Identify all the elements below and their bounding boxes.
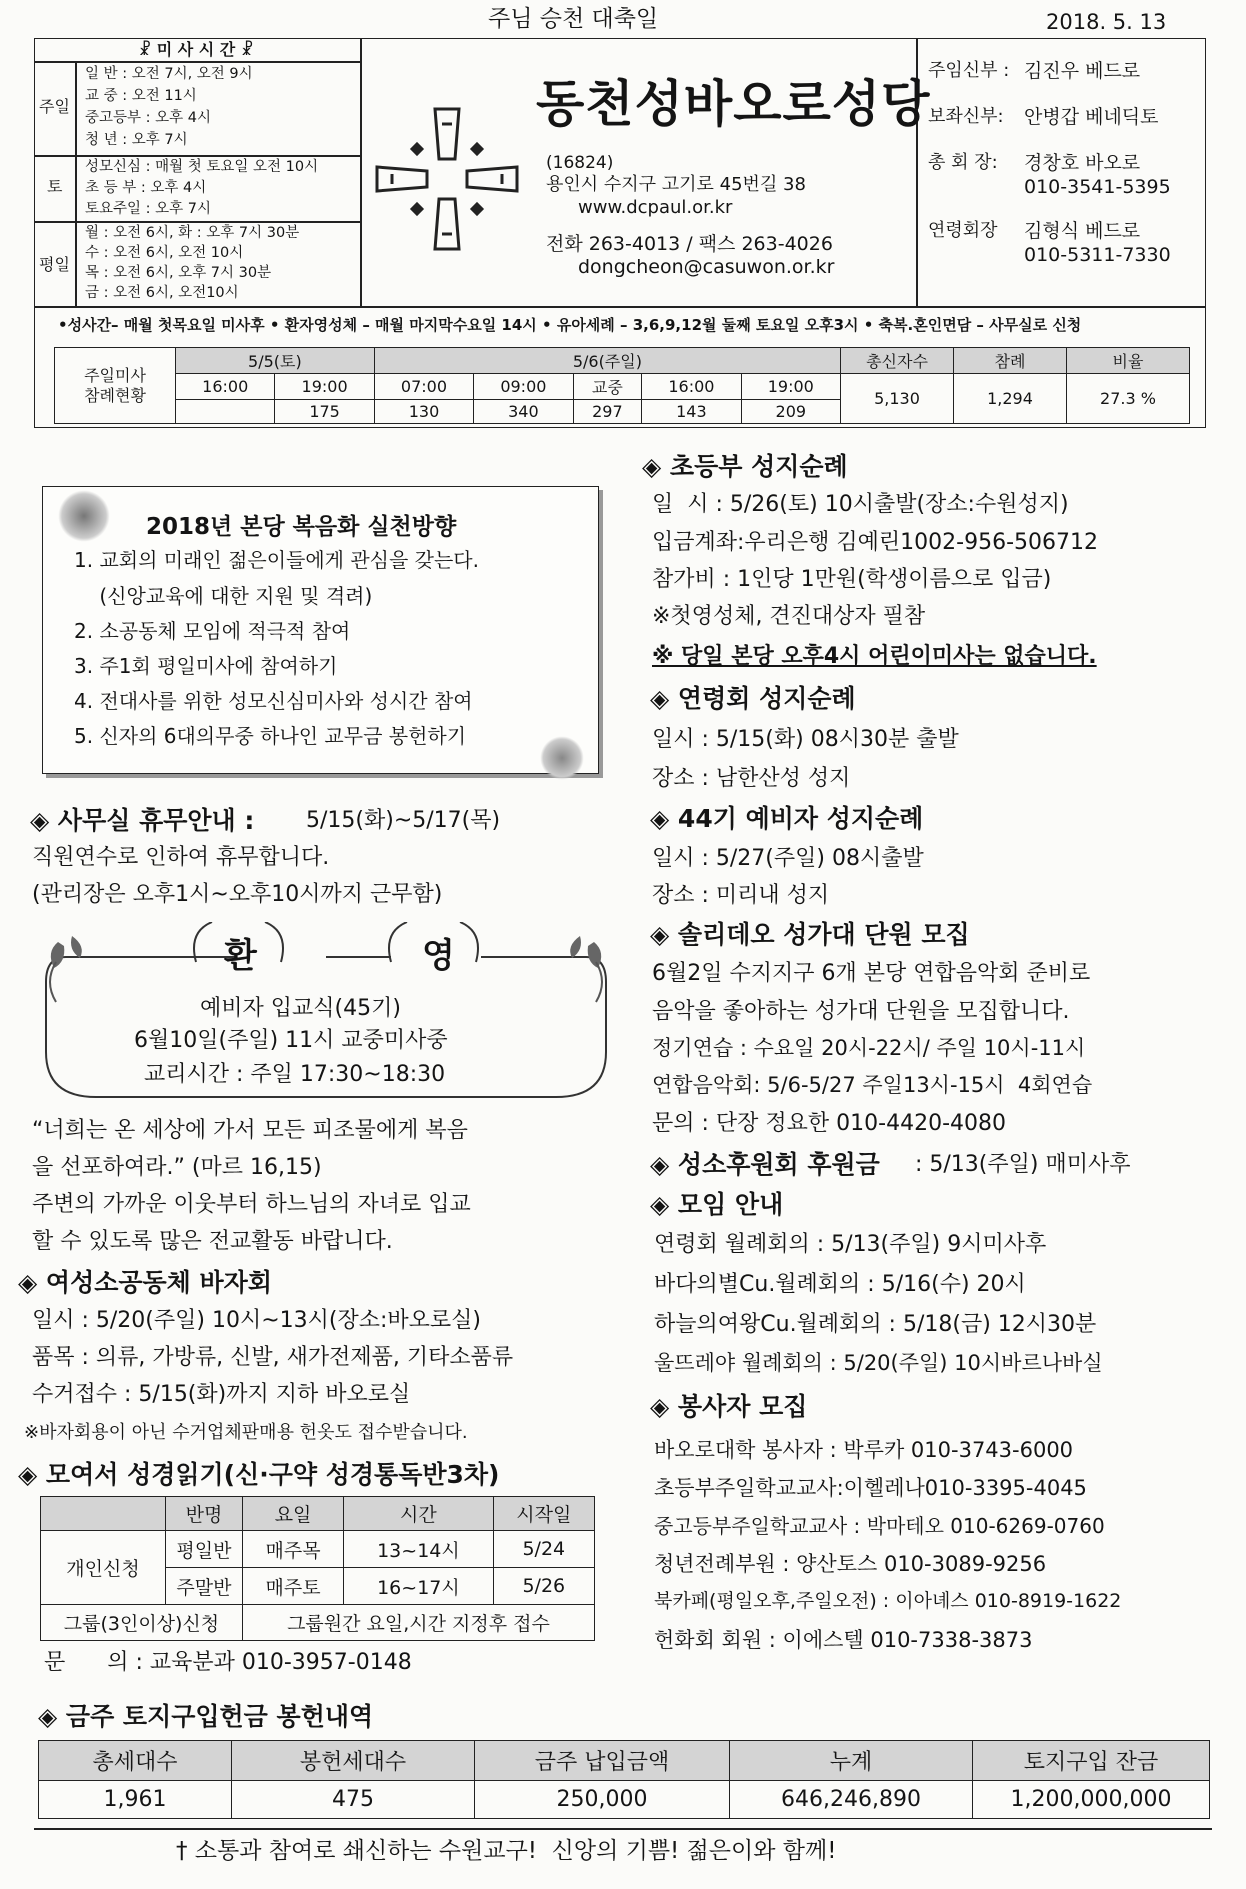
bible-contact: 문 의 : 교육분과 010-3957-0148 [44, 1650, 412, 1675]
bazaar-line: 일시 : 5/20(주일) 10시~13시(장소:바오로실) [32, 1308, 481, 1333]
volunteer-line: 중고등부주일학교교사 : 박마테오 010-6269-0760 [654, 1514, 1105, 1538]
kids-pilgrimage-title: ◈ 초등부 성지순례 [642, 452, 848, 481]
land-value: 1,200,000,000 [973, 1781, 1210, 1819]
land-header: 봉헌세대수 [232, 1741, 475, 1781]
time-cell: 19:00 [741, 374, 840, 400]
time-cell: 09:00 [474, 374, 573, 400]
header-ratio: 비율 [1067, 348, 1190, 374]
land-value: 250,000 [475, 1781, 730, 1819]
bible-group-label: 그룹(3인이상)신청 [41, 1605, 243, 1641]
land-title: ◈ 금주 토지구입헌금 봉헌내역 [38, 1702, 374, 1731]
welcome-char-2: 영 [422, 936, 455, 976]
bible-header: 시간 [344, 1497, 493, 1531]
choir-line: 6월2일 수지지구 6개 본당 연합음악회 준비로 [652, 961, 1091, 986]
welcome-line: 6월10일(주일) 11시 교중미사중 [134, 1028, 448, 1053]
kids-pilgrimage-line: ※첫영성체, 견진대상자 필참 [652, 604, 926, 629]
bazaar-line: 수거접수 : 5/15(화)까지 지하 바오로실 [32, 1382, 411, 1407]
meeting-line: 바다의별Cu.월례회의 : 5/16(수) 20시 [654, 1272, 1026, 1297]
decor-dot-icon [58, 490, 110, 542]
catechumen-pilgrimage-line: 일시 : 5/27(주일) 08시출발 [652, 846, 924, 871]
catechumen-pilgrimage-title: ◈ 44기 예비자 성지순례 [650, 804, 924, 833]
meeting-line: 하늘의여왕Cu.월례회의 : 5/18(금) 12시30분 [654, 1312, 1097, 1337]
volunteer-line: 초등부주일학교교사:이헬레나010-3395-4045 [654, 1476, 1087, 1500]
kids-pilgrimage-notice: ※ 당일 본당 오후4시 어린이미사는 없습니다. [652, 644, 1097, 669]
kids-pilgrimage-line: 입금계좌:우리은행 김예린1002-956-506712 [652, 530, 1099, 555]
plan-item: 4. 전대사를 위한 성모신심미사와 성시간 참여 [74, 689, 473, 713]
count-cell: 143 [642, 400, 741, 424]
saturday-line: 성모신심 : 매월 첫 토요일 오전 10시 [85, 159, 319, 175]
bazaar-note: ※바자회용이 아닌 수거업체판매용 헌옷도 접수받습니다. [24, 1422, 468, 1443]
bible-table [40, 1496, 595, 1641]
count-cell: 297 [573, 400, 642, 424]
day-label-saturday: 토 [47, 177, 63, 196]
meetings-title: ◈ 모임 안내 [650, 1190, 784, 1219]
welcome-line: 교리시간 : 주일 17:30~18:30 [144, 1062, 446, 1087]
weekday-line: 월 : 오전 6시, 화 : 오후 7시 30분 [85, 225, 300, 241]
staff-name: 경창호 바오로 [1024, 152, 1141, 174]
volunteer-line: 청년전례부원 : 양산토스 010-3089-9256 [654, 1552, 1047, 1576]
office-dates: 5/15(화)~5/17(목) [306, 808, 501, 833]
kids-pilgrimage-line: 참가비 : 1인당 1만원(학생이름으로 입금) [652, 567, 1052, 592]
choir-line: 문의 : 단장 정요한 010-4420-4080 [652, 1111, 1006, 1136]
bible-header: 시작일 [493, 1497, 594, 1531]
bible-cell: 매주목 [242, 1531, 343, 1568]
plan-item: 1. 교회의 미래인 젊은이들에게 관심을 갖는다. [74, 548, 479, 572]
staff-phone: 010-5311-7330 [1024, 244, 1171, 266]
staff-role: 주임신부 : [928, 60, 1010, 81]
header-total: 총신자수 [841, 348, 954, 374]
office-title: ◈ 사무실 휴무안내 : [30, 806, 255, 835]
header-attend: 참례 [954, 348, 1067, 374]
church-email: dongcheon@casuwon.or.kr [578, 256, 835, 278]
land-value: 475 [232, 1781, 475, 1819]
mass-schedule-title: ☧ 미 사 시 간 ☧ [138, 40, 254, 59]
header-hline [34, 306, 1206, 308]
meeting-line: 울뜨레야 월례회의 : 5/20(주일) 10시바르나바실 [654, 1351, 1103, 1375]
bible-cell: 주말반 [166, 1568, 243, 1605]
date-saturday: 5/5(토) [176, 348, 375, 374]
time-cell: 19:00 [275, 374, 374, 400]
sunday-line: 중고등부 : 오후 4시 [85, 110, 211, 126]
time-cell: 16:00 [642, 374, 741, 400]
decor-dot-icon [540, 736, 584, 780]
count-cell: 175 [275, 400, 374, 424]
choir-line: 음악을 좋아하는 성가대 단원을 모집합니다. [652, 999, 1070, 1024]
attendance-label-line: 참례현황 [84, 385, 146, 405]
staff-phone: 010-3541-5395 [1024, 176, 1171, 198]
elder-pilgrimage-title: ◈ 연령회 성지순례 [650, 684, 856, 713]
sunday-line: 교 중 : 오전 11시 [85, 88, 197, 104]
quote-line: “너희는 온 세상에 가서 모든 피조물에게 복음 [32, 1118, 468, 1143]
quote-line: 을 선포하여라.” (마르 16,15) [32, 1155, 322, 1180]
land-header: 토지구입 잔금 [973, 1741, 1210, 1781]
catechumen-pilgrimage-line: 장소 : 미리내 성지 [652, 883, 830, 908]
church-logo-icon [372, 104, 522, 254]
land-value: 646,246,890 [730, 1781, 973, 1819]
kids-pilgrimage-line: 일 시 : 5/26(토) 10시출발(장소:수원성지) [652, 492, 1069, 517]
bible-cell: 13~14시 [344, 1531, 493, 1568]
land-header: 누계 [730, 1741, 973, 1781]
bible-cell: 16~17시 [344, 1568, 493, 1605]
staff-role: 연령회장 [928, 220, 998, 241]
vocation-support-title: ◈ 성소후원회 후원금 [650, 1150, 880, 1179]
ratio-value: 27.3 % [1067, 374, 1190, 424]
bible-group-text: 그룹원간 요일,시간 지정후 접수 [242, 1605, 594, 1641]
staff-name: 김형식 베드로 [1024, 220, 1141, 242]
bible-title: ◈ 모여서 성경읽기(신·구약 성경통독반3차) [18, 1460, 500, 1489]
vocation-support-text: : 5/13(주일) 매미사후 [908, 1152, 1131, 1177]
elder-pilgrimage-line: 일시 : 5/15(화) 08시30분 출발 [652, 727, 959, 752]
plan-item: 2. 소공동체 모임에 적극적 참여 [74, 619, 351, 643]
church-postcode: (16824) [546, 153, 614, 173]
land-header: 총세대수 [39, 1741, 232, 1781]
welcome-char-1: 환 [224, 936, 257, 976]
count-cell [176, 400, 275, 424]
attend-value: 1,294 [954, 374, 1067, 424]
date-sunday: 5/6(주일) [374, 348, 840, 374]
church-address: 용인시 수지구 고기로 45번길 38 [546, 174, 806, 195]
land-value: 1,961 [39, 1781, 232, 1819]
plan-item: 3. 주1회 평일미사에 참여하기 [74, 654, 338, 678]
issue-date: 2018. 5. 13 [1046, 10, 1167, 34]
plan-item: (신앙교육에 대한 지원 및 격려) [74, 584, 373, 608]
count-cell: 209 [741, 400, 840, 424]
staff-role: 보좌신부: [928, 106, 1004, 127]
time-cell: 07:00 [374, 374, 473, 400]
saturday-line: 토요주일 : 오후 7시 [85, 201, 211, 217]
bible-header: 반명 [166, 1497, 243, 1531]
plan-item: 5. 신자의 6대의무중 하나인 교무금 봉헌하기 [74, 724, 467, 748]
day-label-sunday: 주일 [39, 97, 70, 116]
bible-header: 요일 [242, 1497, 343, 1531]
count-cell: 340 [474, 400, 573, 424]
meeting-line: 연령회 월례회의 : 5/13(주일) 9시미사후 [654, 1232, 1047, 1257]
total-value: 5,130 [841, 374, 954, 424]
quote-line: 할 수 있도록 많은 전교활동 바랍니다. [32, 1229, 393, 1254]
footer-motto: † 소통과 참여로 쇄신하는 수원교구! 신앙의 기쁨! 젊은이와 함께! [176, 1838, 837, 1864]
land-table [38, 1740, 1210, 1819]
feast-title: 주님 승천 대축일 [488, 6, 659, 32]
weekday-line: 목 : 오전 6시, 오후 7시 30분 [85, 265, 272, 281]
church-name: 동천성바오로성당 [536, 75, 931, 133]
count-cell: 130 [374, 400, 473, 424]
quote-line: 주변의 가까운 이웃부터 하느님의 자녀로 입교 [32, 1192, 471, 1217]
attendance-label [55, 348, 176, 424]
choir-line: 연합음악회: 5/6-5/27 주일13시-15시 4회연습 [652, 1073, 1093, 1097]
bible-cell: 평일반 [166, 1531, 243, 1568]
office-line: (관리장은 오후1시~오후10시까지 근무함) [32, 882, 443, 907]
day-label-weekday: 평일 [39, 255, 70, 274]
attendance-table [54, 347, 1190, 424]
bible-cell: 5/26 [493, 1568, 594, 1605]
bible-row-group: 개인신청 [41, 1531, 166, 1605]
bazaar-title: ◈ 여성소공동체 바자회 [18, 1268, 272, 1297]
welcome-line: 예비자 입교식(45기) [200, 996, 401, 1021]
staff-name: 김진우 베드로 [1024, 60, 1141, 82]
volunteer-title: ◈ 봉사자 모집 [650, 1392, 808, 1421]
volunteer-line: 헌화회 회원 : 이에스텔 010-7338-3873 [654, 1628, 1033, 1652]
volunteer-line: 북카페(평일오후,주일오전) : 이아녜스 010-8919-1622 [654, 1590, 1122, 1612]
choir-title: ◈ 솔리데오 성가대 단원 모집 [650, 920, 970, 949]
bible-header-blank [41, 1497, 166, 1531]
weekday-line: 금 : 오전 6시, 오전10시 [85, 285, 239, 301]
mass-schedule [35, 39, 360, 306]
staff-role: 총 회 장: [928, 152, 998, 173]
footer-rule [34, 1828, 1212, 1830]
church-website: www.dcpaul.or.kr [578, 197, 733, 218]
saturday-line: 초 등 부 : 오후 4시 [85, 180, 207, 196]
office-line: 직원연수로 인하여 휴무합니다. [32, 845, 330, 870]
bible-cell: 매주토 [242, 1568, 343, 1605]
time-cell: 16:00 [176, 374, 275, 400]
church-phone-fax: 전화 263-4013 / 팩스 263-4026 [546, 233, 833, 255]
elder-pilgrimage-line: 장소 : 남한산성 성지 [652, 766, 851, 791]
plan-title: 2018년 본당 복음화 실천방향 [146, 514, 457, 540]
bazaar-line: 품목 : 의류, 가방류, 신발, 새가전제품, 기타소품류 [32, 1345, 514, 1370]
choir-line: 정기연습 : 수요일 20시-22시/ 주일 10시-11시 [652, 1036, 1086, 1060]
weekday-line: 수 : 오전 6시, 오전 10시 [85, 245, 244, 261]
header-divider-1 [360, 38, 362, 306]
staff-name: 안병갑 베네딕토 [1024, 106, 1159, 128]
land-header: 금주 납입금액 [475, 1741, 730, 1781]
volunteer-line: 바오로대학 봉사자 : 박루카 010-3743-6000 [654, 1438, 1074, 1462]
attendance-label-line: 주일미사 [84, 366, 146, 386]
time-cell: 교중 [573, 374, 642, 400]
bible-cell: 5/24 [493, 1531, 594, 1568]
sunday-line: 일 반 : 오전 7시, 오전 9시 [85, 66, 253, 82]
sunday-line: 청 년 : 오후 7시 [85, 132, 188, 148]
sacrament-notice: •성사간– 매월 첫목요일 미사후 • 환자영성체 – 매월 마지막수요일 14시 • 유아세례 – 3,6,9,12월 둘째 토요일 오후3시 • 축복.혼인면담 – 사무실로 신청 [58, 316, 1082, 334]
